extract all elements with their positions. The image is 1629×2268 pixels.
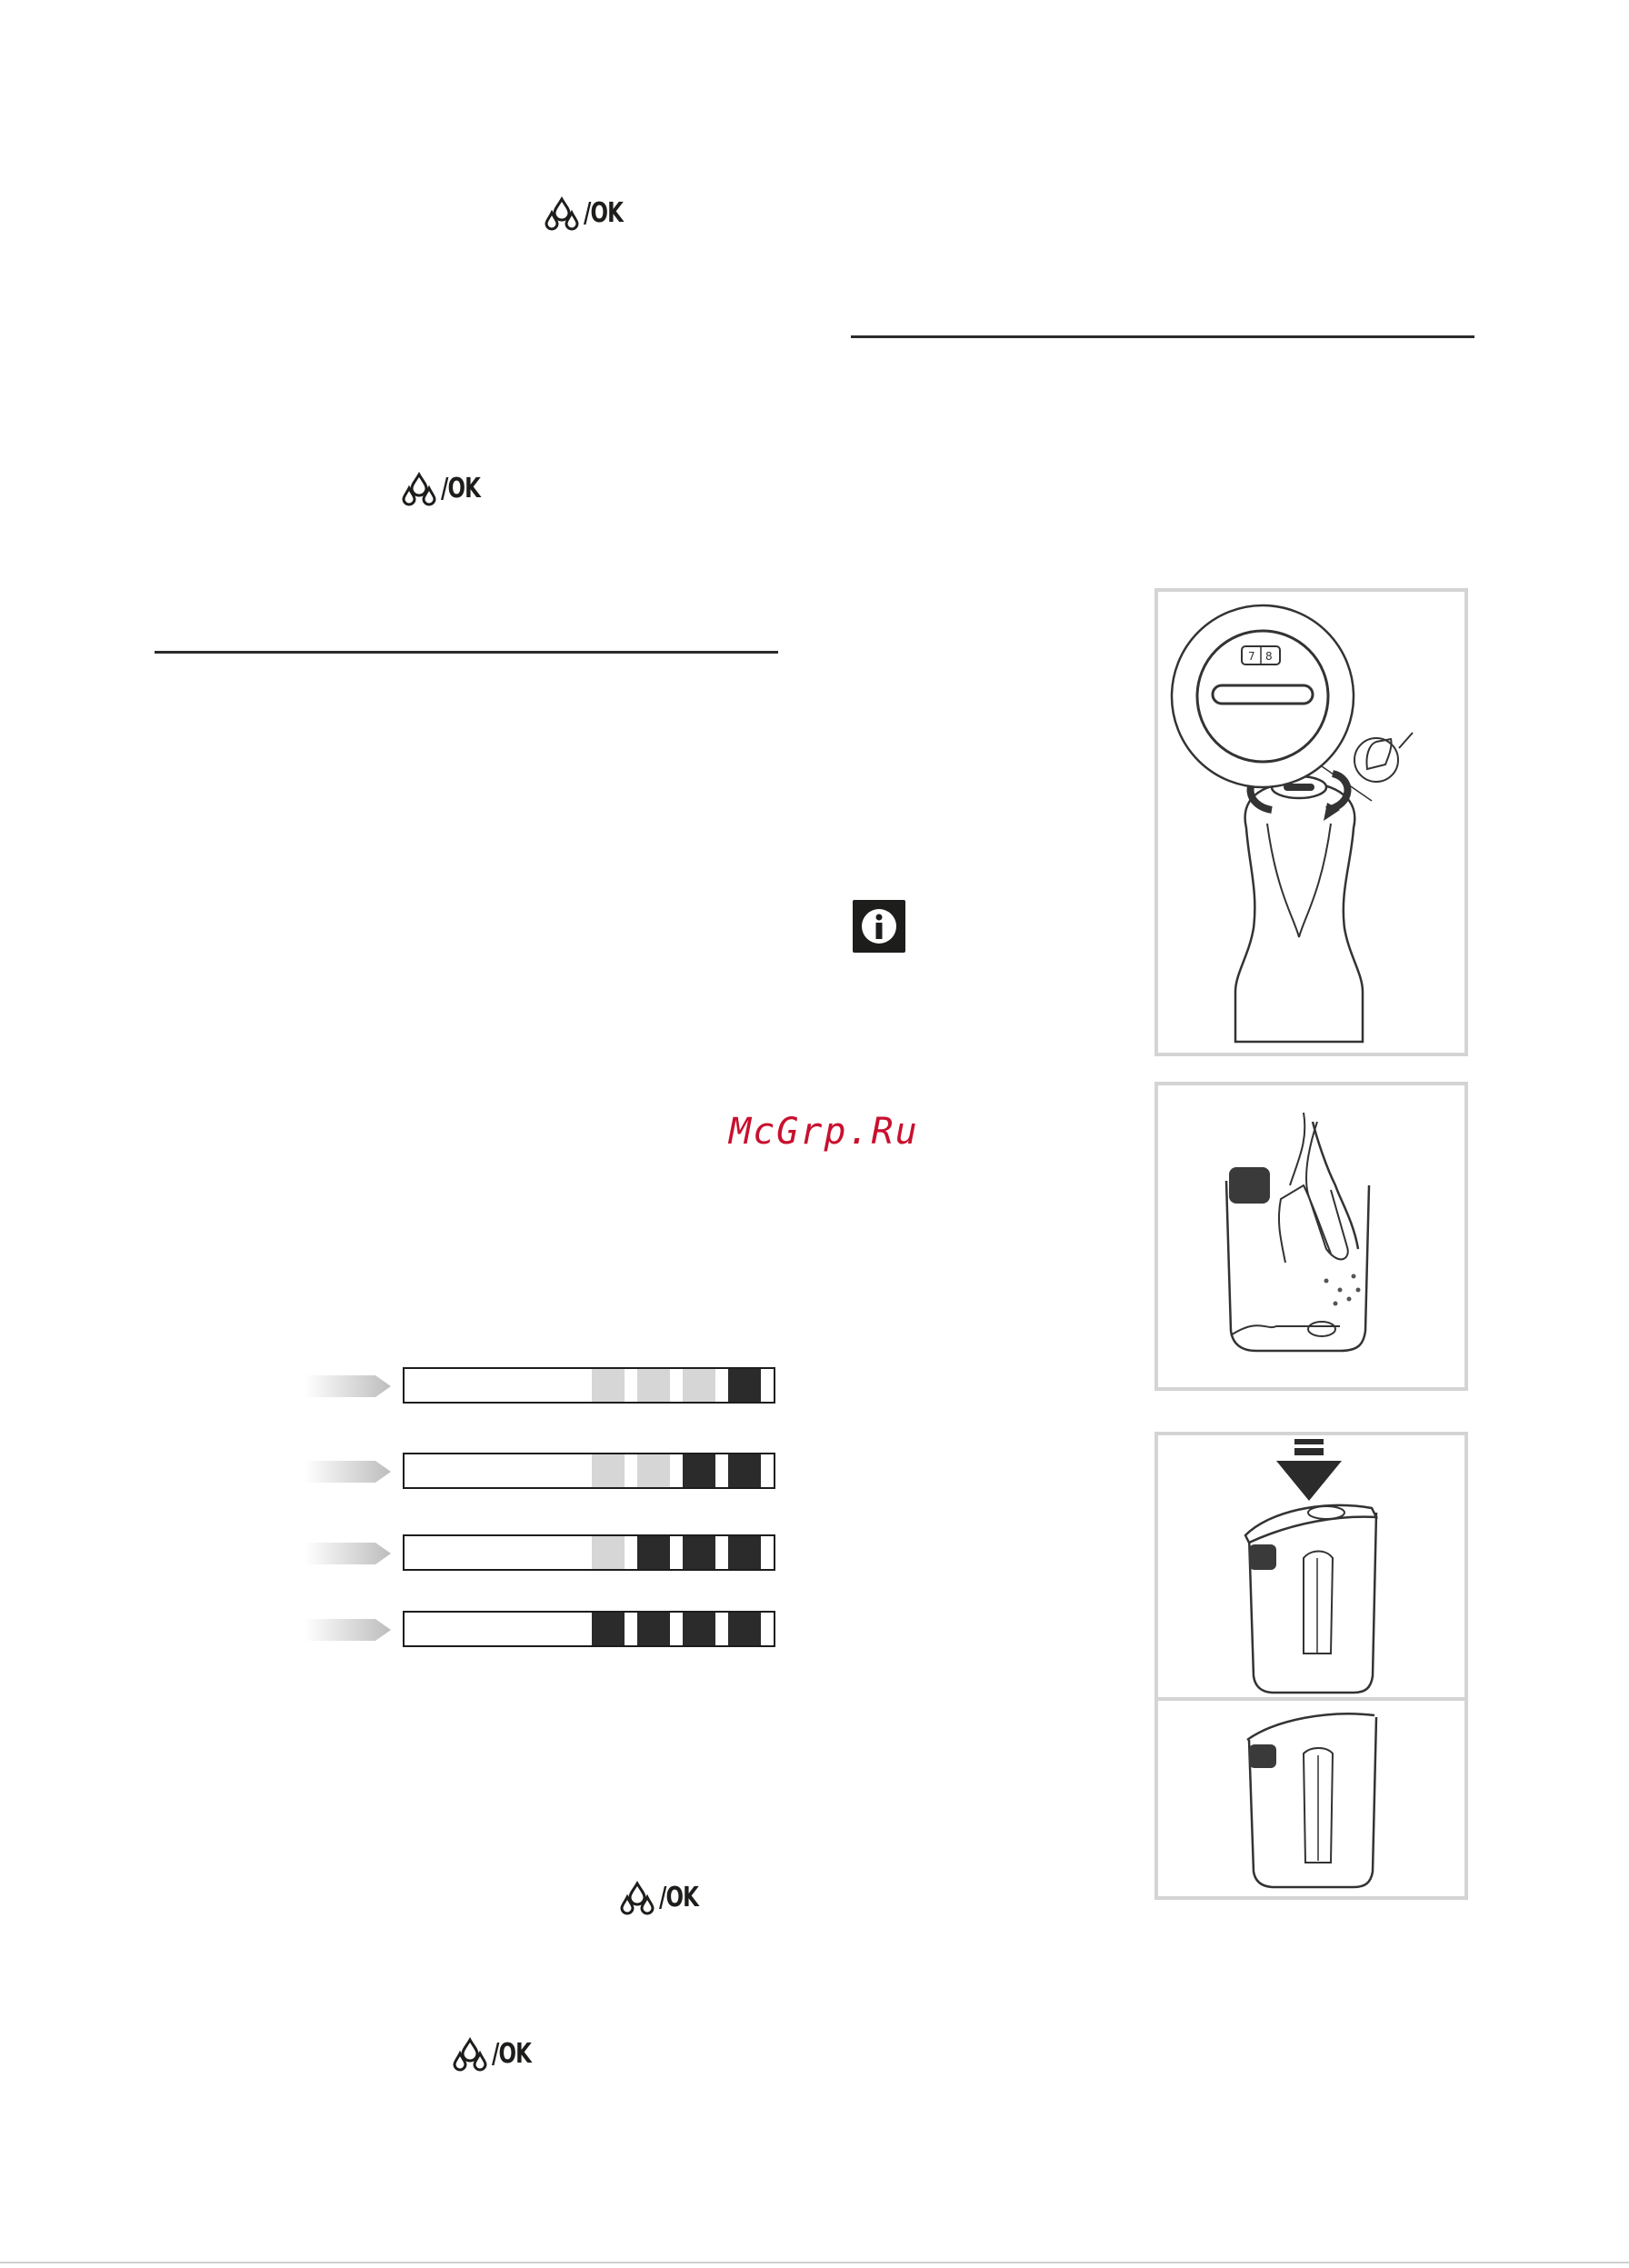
tank-hand-illustration [1158,1085,1464,1387]
info-icon [853,900,905,953]
hardness-cell [592,1536,625,1569]
hardness-cell [728,1536,761,1569]
hardness-cell [637,1369,670,1402]
ok-button-symbol [619,1880,705,1916]
down-arrow-icon [1276,1439,1342,1501]
hardness-cell [592,1613,625,1645]
level-arrow-icon [305,1540,391,1567]
svg-text:7: 7 [1248,650,1255,663]
ok-label: /OK [441,473,481,505]
hardness-cell [637,1454,670,1487]
illustration-hand-in-tank [1154,1082,1468,1391]
water-drops-icon [544,196,580,231]
ok-button-symbol [452,2036,538,2073]
hardness-cell [592,1454,625,1487]
level-arrow-icon [305,1616,391,1644]
illustration-insert-cartridge [1154,1432,1468,1900]
water-drops-icon [452,2037,488,2072]
hardness-cell [728,1613,761,1645]
level-arrow-icon [305,1373,391,1400]
hardness-bar [403,1367,775,1404]
illustration-cartridge-dial [1154,588,1468,1056]
ok-button-symbol [401,471,487,507]
info-glyph [860,907,898,945]
ok-button-symbol [544,195,630,232]
watermark: McGrp.Ru [729,1111,919,1153]
hardness-cell [683,1369,715,1402]
hardness-cell [728,1369,761,1402]
insert-cartridge-illustration [1158,1435,1464,1896]
svg-text:8: 8 [1265,650,1273,663]
hardness-bar [403,1453,775,1489]
cartridge-dial-illustration [1158,592,1464,1053]
hardness-bar [403,1534,775,1571]
hardness-cell [592,1369,625,1402]
ok-label: /OK [659,1882,699,1913]
water-drops-icon [619,1881,655,1915]
hardness-bar [403,1611,775,1647]
section-divider [155,651,778,654]
ok-label: /OK [492,2038,532,2070]
level-arrow-icon [305,1458,391,1485]
water-drops-icon [401,472,437,506]
hardness-cell [683,1536,715,1569]
hardness-cell [683,1613,715,1645]
section-divider [851,335,1474,338]
hardness-cell [728,1454,761,1487]
hardness-cell [683,1454,715,1487]
hardness-cell [637,1613,670,1645]
footer-line [0,2262,1629,2263]
ok-label: /OK [584,197,624,229]
hardness-cell [637,1536,670,1569]
